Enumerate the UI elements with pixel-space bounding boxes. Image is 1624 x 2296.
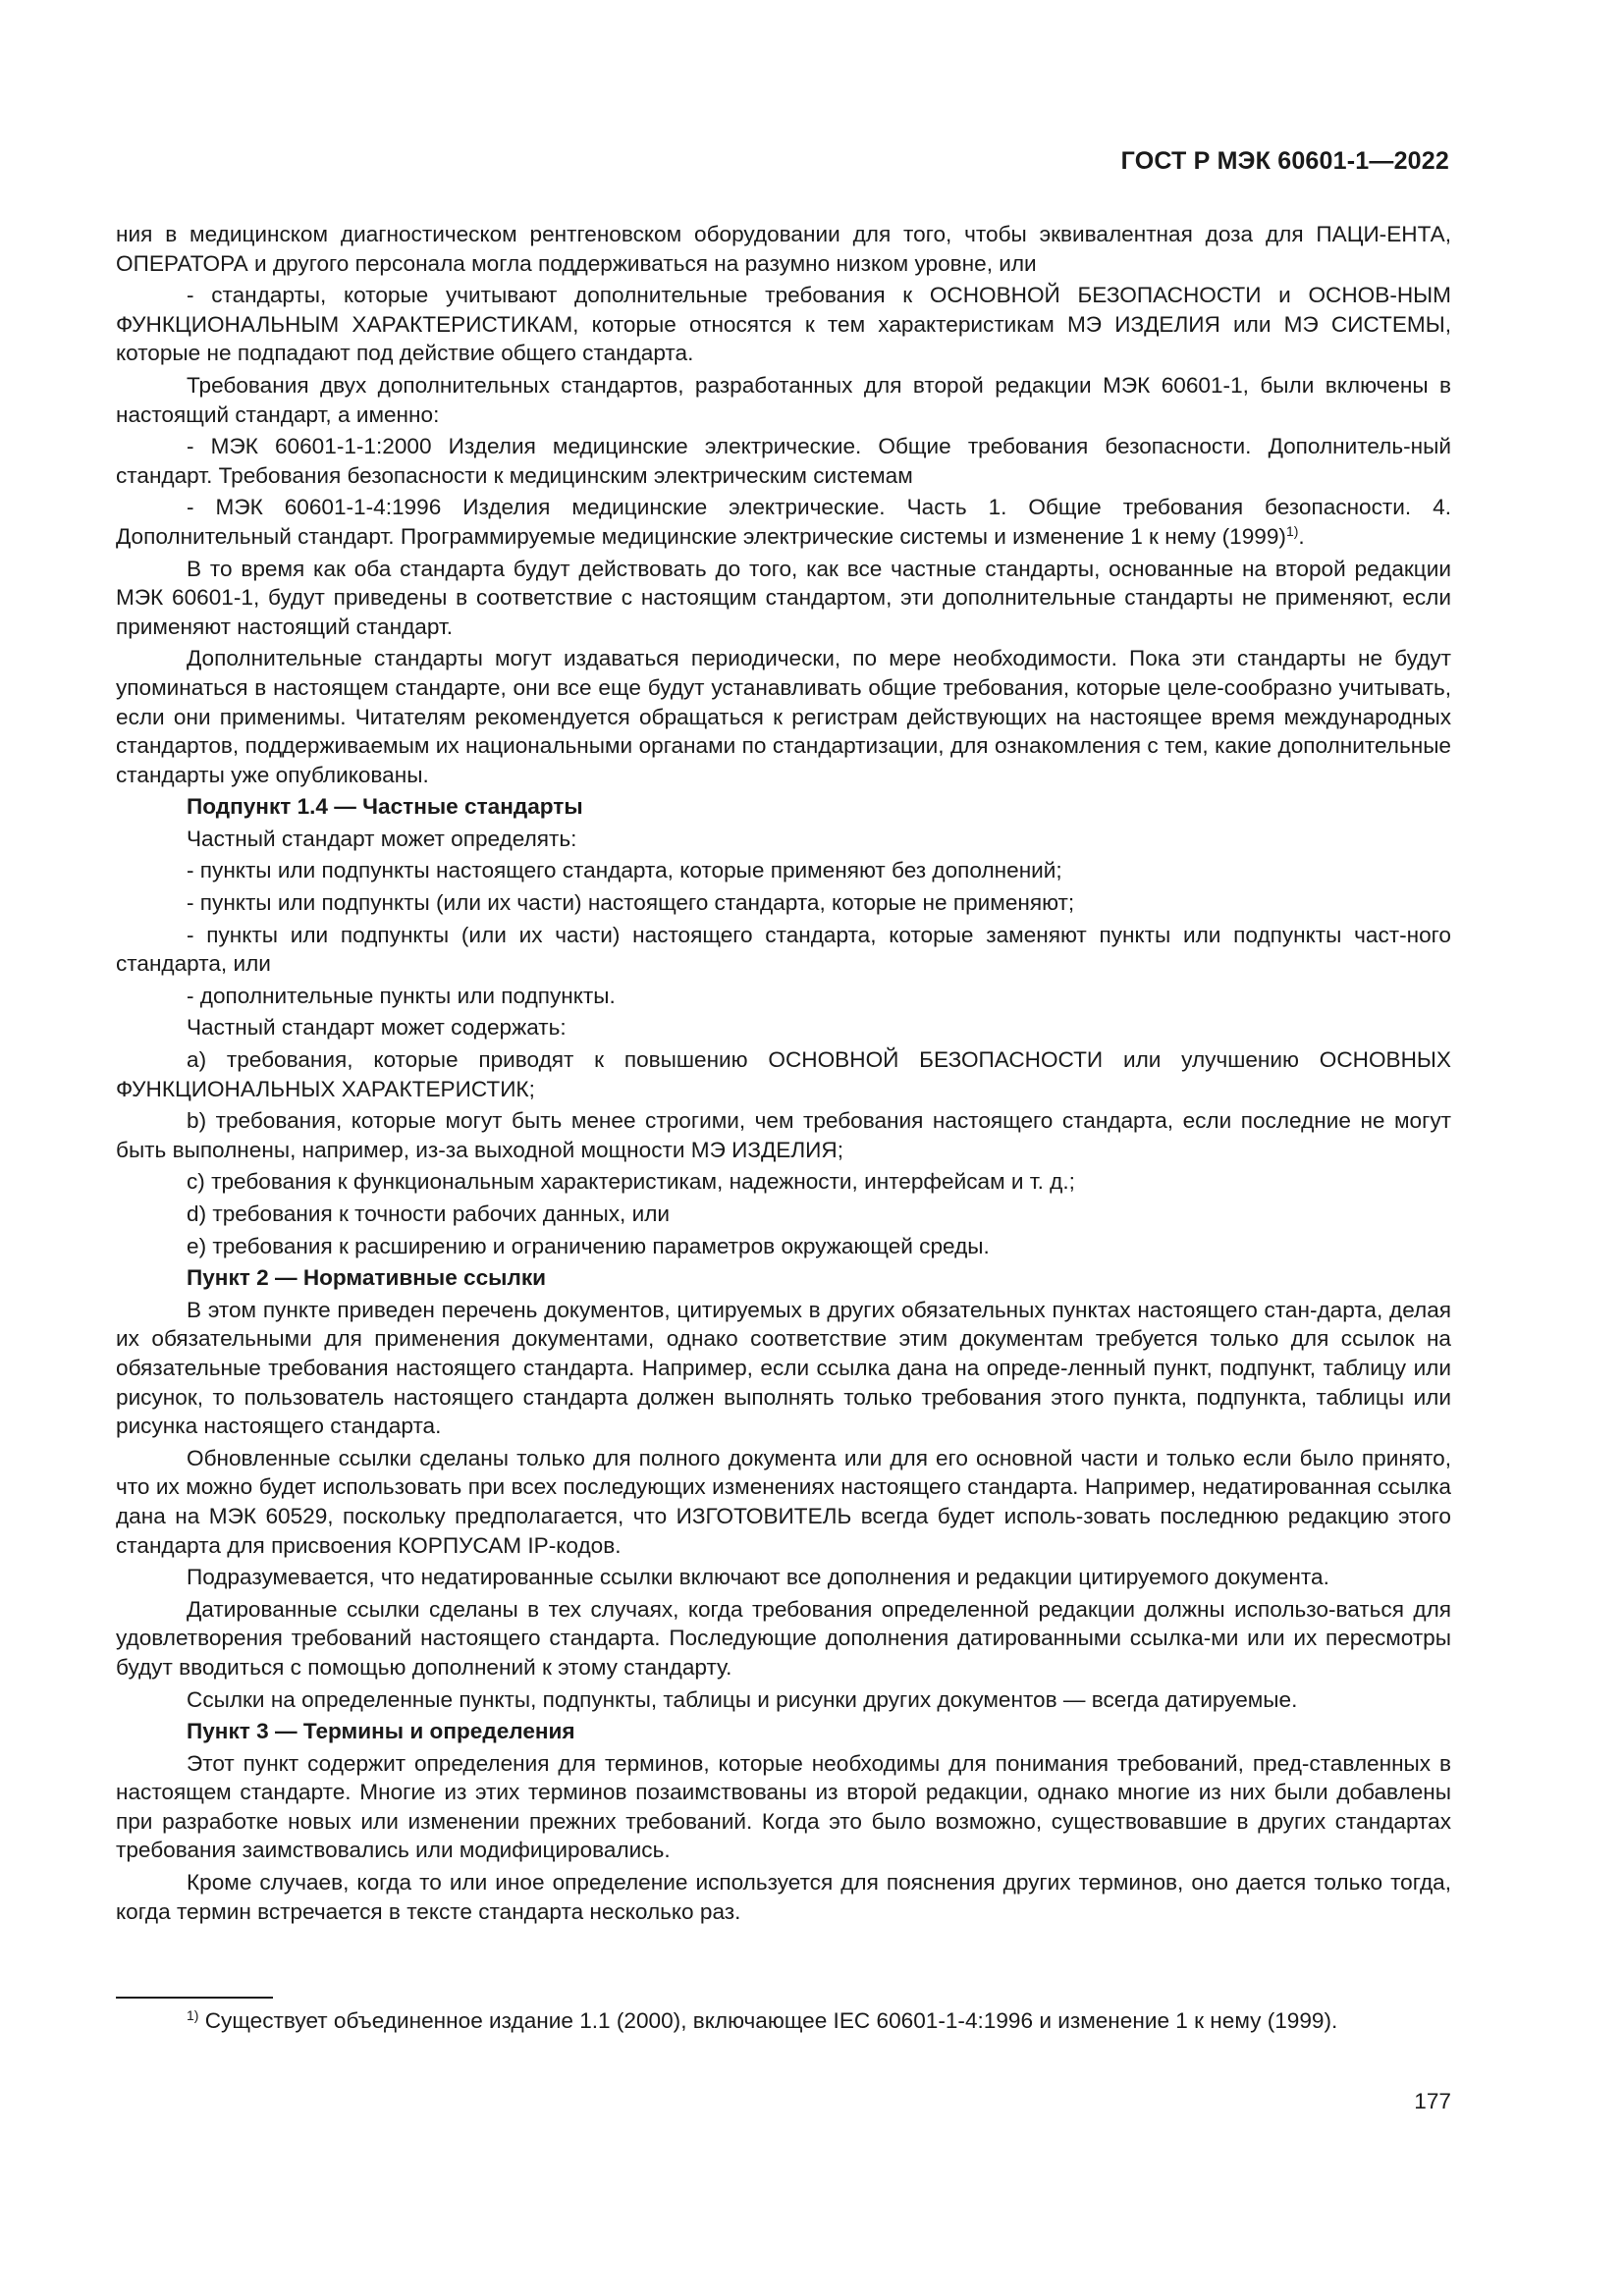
footnote-reference: 1) bbox=[1285, 522, 1299, 539]
paragraph-text: - МЭК 60601-1-4:1996 Изделия медицинские электрические. Часть 1. Общие требования безопасности. 4. Дополнительный стандарт. Программируемые медицинские электрические системы и изменение 1 к нему (1999) bbox=[116, 495, 1451, 549]
footnote-text: Существует объединенное издание 1.1 (2000), включающее IEC 60601-1-4:1996 и изменение 1 к нему (1999). bbox=[198, 2008, 1338, 2033]
paragraph-text: c) требования к функциональным характеристикам, надежности, интерфейсам и т. д.; bbox=[187, 1169, 1075, 1195]
paragraph bbox=[116, 1013, 1451, 1042]
footnote-divider bbox=[116, 1997, 273, 1999]
paragraph-text: В то время как оба стандарта будут действовать до того, как все частные стандарты, основанные на второй редакции МЭК 60601-1, будут приведены в соответствие с настоящим стандартом, эти дополнительные стандарты не применяют, если применяют настоящий стандарт. bbox=[116, 556, 1451, 639]
paragraph-text: Этот пункт содержит определения для терминов, которые необходимы для понимания требований, пред-ставленных в настоящем стандарте. Многие из этих терминов позаимствованы из второй редакции, однако многие из них были добавлены при разработке новых или изменении прежних требований. Когда это было возможно, существовавшие в других стандартах требования заимствовались или модифицировались. bbox=[116, 1750, 1451, 1863]
section-heading bbox=[116, 1263, 1451, 1293]
paragraph-text: Кроме случаев, когда то или иное определение используется для пояснения других терминов, оно дается только тогда, когда термин встречается в тексте стандарта несколько раз. bbox=[116, 1870, 1451, 1924]
paragraph bbox=[116, 1106, 1451, 1164]
paragraph bbox=[116, 1595, 1451, 1682]
paragraph bbox=[116, 644, 1451, 789]
paragraph bbox=[116, 555, 1451, 642]
paragraph bbox=[116, 220, 1451, 278]
paragraph-text: - МЭК 60601-1-1:2000 Изделия медицинские электрические. Общие требования безопасности. Дополнитель-ный стандарт. Требования безопасности к медицинским электрическим системам bbox=[116, 434, 1451, 488]
paragraph-text: a) требования, которые приводят к повышению ОСНОВНОЙ БЕЗОПАСНОСТИ или улучшению ОСНОВНЫХ ФУНКЦИОНАЛЬНЫХ ХАРАКТЕРИСТИК; bbox=[116, 1047, 1451, 1101]
paragraph-text: Подпункт 1.4 — Частные стандарты bbox=[187, 794, 583, 820]
paragraph bbox=[116, 921, 1451, 979]
paragraph-text: - дополнительные пункты или подпункты. bbox=[187, 983, 616, 1008]
paragraph-text: В этом пункте приведен перечень документов, цитируемых в других обязательных пунктах настоящего стан-дарта, делая их обязательными для применения документами, однако соответствие этим документам требуется только для ссылок на обязательные требования настоящего стандарта. Например, если ссылка дана на опреде-ленный пункт, подпункт, таблицу или рисунок, то пользователь настоящего стандарта должен выполнять только требования этого пункта, подпункта, таблицы или рисунка настоящего стандарта. bbox=[116, 1297, 1451, 1439]
paragraph bbox=[116, 982, 1451, 1011]
paragraph-text: Подразумевается, что недатированные ссылки включают все дополнения и редакции цитируемого документа. bbox=[187, 1565, 1329, 1590]
paragraph-text: Ссылки на определенные пункты, подпункты, таблицы и рисунки других документов — всегда датируемые. bbox=[187, 1686, 1298, 1712]
paragraph-text: - пункты или подпункты настоящего стандарта, которые применяют без дополнений; bbox=[187, 858, 1062, 883]
paragraph bbox=[116, 1444, 1451, 1560]
paragraph bbox=[116, 1200, 1451, 1229]
section-heading bbox=[116, 1717, 1451, 1746]
paragraph bbox=[116, 1296, 1451, 1441]
paragraph-text: Частный стандарт может содержать: bbox=[187, 1015, 567, 1041]
paragraph bbox=[116, 281, 1451, 368]
paragraph-text: - пункты или подпункты (или их части) настоящего стандарта, которые не применяют; bbox=[187, 890, 1075, 916]
paragraph-text: - пункты или подпункты (или их части) настоящего стандарта, которые заменяют пункты или подпункты част-ного стандарта, или bbox=[116, 922, 1451, 977]
paragraph-text: Требования двух дополнительных стандартов, разработанных для второй редакции МЭК 60601-1, были включены в настоящий стандарт, а именно: bbox=[116, 372, 1451, 427]
paragraph bbox=[116, 1563, 1451, 1592]
paragraph bbox=[116, 371, 1451, 429]
paragraph bbox=[116, 1167, 1451, 1197]
paragraph bbox=[116, 1045, 1451, 1103]
paragraph-text: Дополнительные стандарты могут издаваться периодически, по мере необходимости. Пока эти стандарты не будут упоминаться в настоящем стандарте, они все еще будут устанавливать общие требования, которые целе-сообразно учитывать, если они применимы. Читателям рекомендуется обращаться к регистрам действующих на настоящее время международных стандартов, поддерживаемым их национальными органами по стандартизации, для ознакомления с тем, какие дополнительные стандарты уже опубликованы. bbox=[116, 646, 1451, 787]
paragraph-text: d) требования к точности рабочих данных, или bbox=[187, 1201, 671, 1226]
paragraph-text: Обновленные ссылки сделаны только для полного документа или для его основной части и только если было принято, что их можно будет использовать при всех последующих изменениях настоящего стандарта. Например, недатированная ссылка дана на МЭК 60529, поскольку предполагается, что ИЗГОТОВИТЕЛЬ всегда будет исполь-зовать последнюю редакцию этого стандарта для присвоения КОРПУСАМ IP-кодов. bbox=[116, 1445, 1451, 1558]
footnote bbox=[116, 2006, 1451, 2036]
paragraph bbox=[116, 888, 1451, 918]
paragraph-text: Пункт 2 — Нормативные ссылки bbox=[187, 1265, 547, 1291]
paragraph bbox=[116, 856, 1451, 885]
paragraph bbox=[116, 432, 1451, 490]
page-number: 177 bbox=[1414, 2089, 1451, 2113]
paragraph-text: - стандарты, которые учитывают дополнительные требования к ОСНОВНОЙ БЕЗОПАСНОСТИ и ОСНОВ-НЫМ ФУНКЦИОНАЛЬНЫМ ХАРАКТЕРИСТИКАМ, которые относятся к тем характеристикам МЭ ИЗДЕЛИЯ или МЭ СИСТЕМЫ, которые не подпадают под действие общего стандарта. bbox=[116, 283, 1451, 366]
paragraph bbox=[116, 825, 1451, 854]
paragraph bbox=[116, 1868, 1451, 1926]
footnote-marker: 1) bbox=[187, 2007, 199, 2023]
standard-code-header: ГОСТ Р МЭК 60601-1—2022 bbox=[1120, 147, 1449, 175]
paragraph-text: Частный стандарт может определять: bbox=[187, 826, 577, 851]
paragraph-text: Датированные ссылки сделаны в тех случаях, когда требования определенной редакции должны использо-ваться для удовлетворения требований настоящего стандарта. Последующие дополнения датированными ссылка-ми или их пересмотры будут вводиться с помощью дополнений к этому стандарту. bbox=[116, 1596, 1451, 1680]
paragraph-text: ния в медицинском диагностическом рентгеновском оборудовании для того, чтобы эквивалентная доза для ПАЦИ-ЕНТА, ОПЕРАТОРА и другого персонала могла поддерживаться на разумно низком уровне, или bbox=[116, 222, 1451, 276]
body-text bbox=[116, 220, 1451, 1926]
paragraph bbox=[116, 1749, 1451, 1865]
paragraph-text: Пункт 3 — Термины и определения bbox=[187, 1719, 575, 1744]
paragraph-text: b) требования, которые могут быть менее строгими, чем требования настоящего стандарта, если последние не могут быть выполнены, например, из-за выходной мощности МЭ ИЗДЕЛИЯ; bbox=[116, 1108, 1451, 1162]
paragraph-text: e) требования к расширению и ограничению параметров окружающей среды. bbox=[187, 1233, 990, 1258]
paragraph bbox=[116, 1232, 1451, 1261]
section-heading bbox=[116, 792, 1451, 822]
paragraph: - МЭК 60601-1-4:1996 Изделия медицинские электрические. Часть 1. Общие требования безопасности. 4. Дополнительный стандарт. Программируемые медицинские электрические системы и изменение 1 к нему $(1999)^{1)}$. bbox=[116, 495, 1451, 549]
paragraph bbox=[116, 1685, 1451, 1715]
